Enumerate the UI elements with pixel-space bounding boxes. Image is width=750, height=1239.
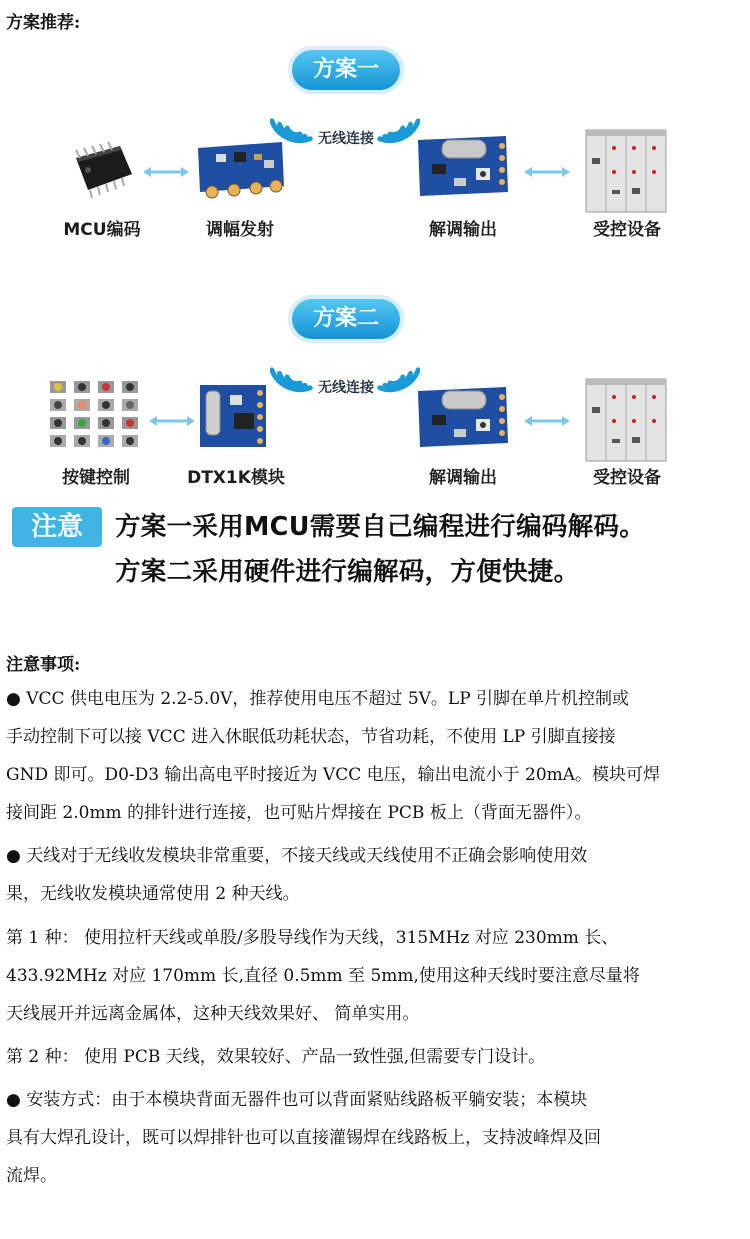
double-arrow-icon [149, 415, 195, 427]
wireless-label: 无线连接 [318, 131, 374, 147]
push-buttons-icon [46, 377, 146, 453]
receiver-module-icon [414, 134, 512, 200]
scheme-1-diagram [0, 48, 750, 288]
wireless-label: 无线连接 [318, 380, 374, 396]
control-cabinet-icon [584, 377, 668, 463]
paragraph-line: ● 天线对于无线收发模块非常重要，不接天线或天线使用不正确会影响使用效 [6, 846, 588, 866]
caption-dtx1k-module: DTX1K模块 [187, 468, 285, 488]
caption-button-control: 按键控制 [62, 468, 130, 488]
paragraph-line: 接间距 2.0mm 的排针进行连接，也可贴片焊接在 PCB 板上（背面无器件）。 [6, 803, 592, 823]
double-arrow-icon [524, 166, 570, 178]
paragraph-line: 第 1 种： 使用拉杆天线或单股/多股导线作为天线，315MHz 对应 230mm 长、 [6, 928, 619, 948]
recommend-heading: 方案推荐: [6, 13, 81, 33]
paragraph-line: 第 2 种： 使用 PCB 天线，效果较好、产品一致性强,但需要专门设计。 [6, 1047, 546, 1067]
caption-controlled-device: 受控设备 [593, 468, 661, 488]
paragraph-line: ● VCC 供电电压为 2.2-5.0V，推荐使用电压不超过 5V。LP 引脚在单片机控制或 [6, 689, 630, 709]
paragraph-line: 433.92MHz 对应 170mm 长,直径 0.5mm 至 5mm,使用这种天线时要注意尽量将 [6, 966, 640, 986]
caption-demod-output: 解调输出 [429, 220, 497, 240]
double-arrow-icon [524, 415, 570, 427]
paragraph-line: 手动控制下可以接 VCC 进入休眠低功耗状态，节省功耗，不使用 LP 引脚直接接 [6, 727, 616, 747]
caption-demod-output: 解调输出 [429, 468, 497, 488]
scheme-2-badge: 方案二 [292, 299, 400, 339]
receiver-module-icon [414, 385, 512, 451]
notes-heading: 注意事项: [6, 655, 81, 675]
note-line-2: 方案二采用硬件进行编解码，方便快捷。 [115, 557, 580, 587]
paragraph-line: ● 安装方式：由于本模块背面无器件也可以背面紧贴线路板平躺安装；本模块 [6, 1090, 588, 1110]
paragraph-line: GND 即可。D0-D3 输出高电平时接近为 VCC 电压，输出电流小于 20mA。模块可焊 [6, 765, 661, 785]
caption-controlled-device: 受控设备 [593, 220, 661, 240]
dtx1k-module-icon [198, 383, 270, 453]
control-cabinet-icon [584, 128, 668, 214]
note-badge: 注意 [12, 507, 102, 547]
paragraph-line: 流焊。 [6, 1166, 57, 1186]
caption-am-transmit: 调幅发射 [206, 220, 274, 240]
transmitter-module-icon [194, 140, 286, 208]
caption-mcu-encode: MCU编码 [63, 220, 141, 240]
double-arrow-icon [143, 166, 189, 178]
paragraph-line: 具有大焊孔设计，既可以焊排针也可以直接灌锡焊在线路板上，支持波峰焊及回 [6, 1128, 601, 1148]
paragraph-line: 天线展开并远离金属体，这种天线效果好、 简单实用。 [6, 1004, 420, 1024]
wireless-link [270, 100, 420, 150]
wireless-link [270, 349, 420, 399]
scheme-2-diagram [0, 297, 750, 537]
note-line-1: 方案一采用MCU需要自己编程进行编码解码。 [115, 512, 646, 542]
mcu-chip-icon [62, 140, 136, 200]
paragraph-line: 果，无线收发模块通常使用 2 种天线。 [6, 884, 300, 904]
scheme-1-badge: 方案一 [292, 50, 400, 90]
